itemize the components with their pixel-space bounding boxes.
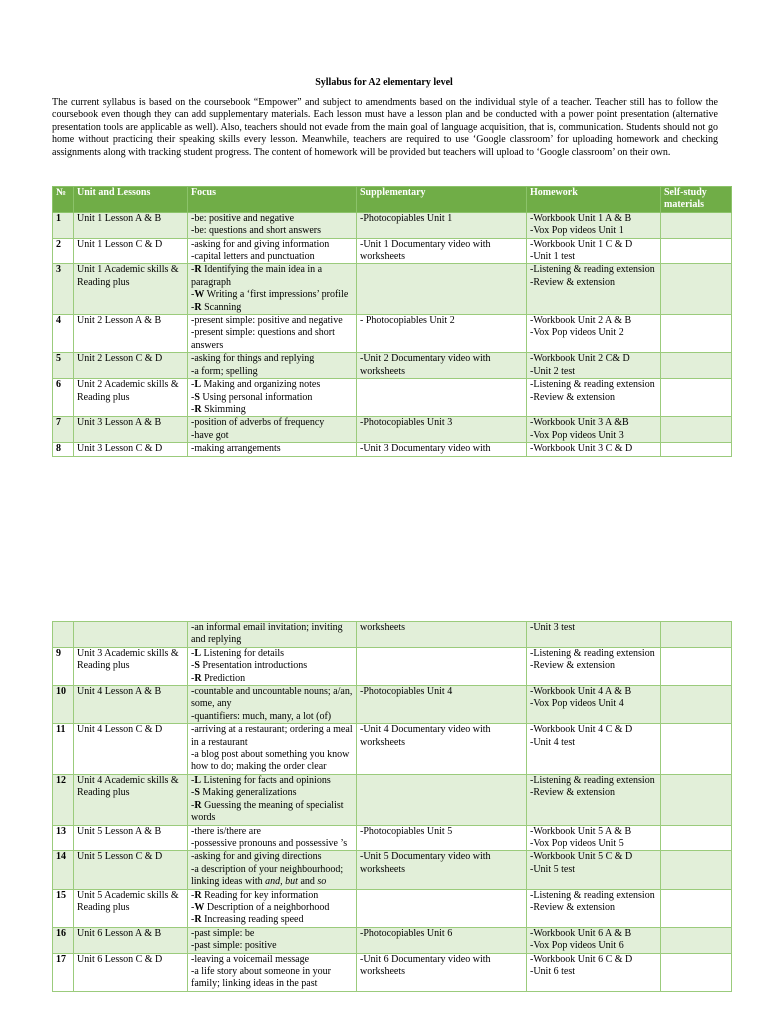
skill-letter: W [194,901,205,913]
focus-cell: -arriving at a restaurant; ordering a meal in a restaurant -a blog post about something you know how to do; making the order clear [188,724,357,775]
table-header-row [53,187,732,213]
self-study-cell [661,353,732,379]
self-study-cell [661,686,732,724]
syllabus-table-page-1 [52,186,732,457]
skill-text: Writing a ‘first impressions’ profile [204,289,349,301]
skill-text: Making and organizing notes [201,379,321,391]
header-unit: Unit and Lessons [74,187,188,213]
unit-cell: Unit 1 Lesson C & D [74,238,188,264]
homework-cell: -Listening & reading extension -Review & extension [527,889,661,927]
skill-text: Guessing the meaning of specialist words [191,799,344,824]
supplementary-cell [357,647,527,685]
skill-letter: S [194,660,200,672]
table-row [53,622,732,648]
row-number-cell: 3 [53,264,74,315]
skill-letter: L [194,379,202,391]
skill-letter: W [194,289,205,301]
table-row [53,724,732,775]
skill-text: Description of a neighborhood [204,901,330,913]
table-row [53,647,732,685]
skill-text: Identifying the main idea in a paragraph [191,264,323,288]
skill-letter: R [194,403,202,415]
skill-text: Increasing reading speed [201,914,304,926]
header-self-study: Self-study materials [661,187,732,213]
skill-text: Scanning [201,301,242,313]
skill-letter: R [194,672,202,684]
supplementary-cell: -Unit 2 Documentary video with worksheets [357,353,527,379]
homework-cell: -Workbook Unit 2 C& D -Unit 2 test [527,353,661,379]
focus-cell: -there is/there are -possessive pronouns and possessive ’s [188,825,357,851]
header-number: № [53,187,74,213]
homework-cell: -Workbook Unit 1 C & D -Unit 1 test [527,238,661,264]
row-number-cell: 6 [53,379,74,417]
row-number-cell: 7 [53,417,74,443]
focus-cell: -past simple: be -past simple: positive [188,927,357,953]
focus-cell [188,851,357,889]
skill-text: Presentation introductions [199,660,308,672]
homework-cell: -Workbook Unit 5 C & D -Unit 5 test [527,851,661,889]
focus-italic: so [317,876,327,888]
skill-letter: R [194,889,202,901]
homework-cell: -Listening & reading extension -Review & extension [527,774,661,825]
table-row [53,953,732,991]
self-study-cell [661,417,732,443]
skill-text: Listening for details [201,647,285,659]
supplementary-cell: -Photocopiables Unit 1 [357,212,527,238]
skill-text: Listening for facts and opinions [201,774,331,786]
self-study-cell [661,622,732,648]
focus-text: and [297,876,318,888]
table-row [53,686,732,724]
supplementary-cell: -Photocopiables Unit 6 [357,927,527,953]
table-row [53,417,732,443]
table-row [53,851,732,889]
focus-cell: -countable and uncountable nouns; a/an, some, any -quantifiers: much, many, a lot (of) [188,686,357,724]
row-number-cell: 15 [53,889,74,927]
skill-letter: L [194,774,202,786]
skill-text: Prediction [201,672,246,684]
skill-letter: S [194,787,200,799]
syllabus-table-page-2 [52,621,732,992]
self-study-cell [661,315,732,353]
unit-cell: Unit 4 Academic skills & Reading plus [74,774,188,825]
row-number-cell: 17 [53,953,74,991]
row-number-cell: 11 [53,724,74,775]
row-number-cell: 10 [53,686,74,724]
unit-cell: Unit 3 Academic skills & Reading plus [74,647,188,685]
self-study-cell [661,953,732,991]
table-row [53,212,732,238]
table-row [53,443,732,456]
focus-cell: -an informal email invitation; inviting and replying [188,622,357,648]
row-number-cell: 4 [53,315,74,353]
row-number-cell [53,622,74,648]
self-study-cell [661,889,732,927]
focus-cell: -L Listening for details -S Presentation introductions -R Prediction [188,647,357,685]
homework-cell: -Workbook Unit 2 A & B -Vox Pop videos Unit 2 [527,315,661,353]
supplementary-cell [357,774,527,825]
supplementary-cell: -Unit 1 Documentary video with worksheets [357,238,527,264]
supplementary-cell: -Unit 3 Documentary video with [357,443,527,456]
focus-cell: -L Making and organizing notes -S Using personal information -R Skimming [188,379,357,417]
homework-cell: -Unit 3 test [527,622,661,648]
table-row [53,774,732,825]
supplementary-cell: -Unit 6 Documentary video with worksheets [357,953,527,991]
homework-cell: -Workbook Unit 4 C & D -Unit 4 test [527,724,661,775]
focus-cell: -R Reading for key information -W Description of a neighborhood -R Increasing reading speed [188,889,357,927]
supplementary-cell: -Photocopiables Unit 3 [357,417,527,443]
focus-cell: -R Identifying the main idea in a paragraph -W Writing a ‘first impressions’ profile -R Scanning [188,264,357,315]
unit-cell: Unit 5 Lesson A & B [74,825,188,851]
homework-cell: -Workbook Unit 5 A & B -Vox Pop videos Unit 5 [527,825,661,851]
unit-cell: Unit 2 Lesson C & D [74,353,188,379]
unit-cell: Unit 3 Lesson A & B [74,417,188,443]
supplementary-cell [357,264,527,315]
skill-letter: R [194,799,202,811]
self-study-cell [661,851,732,889]
skill-letter: L [194,647,202,659]
unit-cell: Unit 6 Lesson C & D [74,953,188,991]
table-row [53,889,732,927]
unit-cell: Unit 3 Lesson C & D [74,443,188,456]
homework-cell: -Listening & reading extension -Review & extension [527,647,661,685]
self-study-cell [661,443,732,456]
header-focus: Focus [188,187,357,213]
homework-cell: -Workbook Unit 4 A & B -Vox Pop videos Unit 4 [527,686,661,724]
unit-cell: Unit 2 Academic skills & Reading plus [74,379,188,417]
intro-paragraph: The current syllabus is based on the coursebook “Empower” and subject to amendments based on the individual style of a teacher. Teacher still has to follow the coursebook even though they can add supplementary materials. Each lesson must have a lesson plan and be conducted with a power point presentation (alternative presentation tools are applicable as well). Also, teachers should not evade from the main goal of language acquisition, that is, communication. Students should not go home without practicing their speaking skills every lesson. Meanwhile, teachers are required to use ‘Google classroom’ for uploading homework and checking assignments along with tracking student progress. The content of homework will be provided but teachers will upload to ‘Google classroom’ on their own. [52,97,718,158]
self-study-cell [661,724,732,775]
table-row [53,825,732,851]
row-number-cell: 8 [53,443,74,456]
skill-letter: R [194,914,202,926]
row-number-cell: 5 [53,353,74,379]
focus-italic: and, but [265,876,298,888]
row-number-cell: 2 [53,238,74,264]
focus-text: -asking for and giving directions -a description of your neighbourhood; linking ideas with [191,851,344,888]
unit-cell: Unit 2 Lesson A & B [74,315,188,353]
skill-text: Making generalizations [199,787,297,799]
table-row [53,315,732,353]
row-number-cell: 13 [53,825,74,851]
table-row [53,353,732,379]
focus-cell: -asking for things and replying -a form; spelling [188,353,357,379]
page-title: Syllabus for A2 elementary level [315,77,453,88]
homework-cell: -Listening & reading extension -Review & extension [527,264,661,315]
unit-cell: Unit 1 Academic skills & Reading plus [74,264,188,315]
self-study-cell [661,927,732,953]
table-row [53,238,732,264]
row-number-cell: 9 [53,647,74,685]
self-study-cell [661,825,732,851]
supplementary-cell: worksheets [357,622,527,648]
supplementary-cell [357,379,527,417]
unit-cell: Unit 4 Lesson C & D [74,724,188,775]
table-row [53,264,732,315]
table-row [53,927,732,953]
header-supplementary: Supplementary [357,187,527,213]
header-homework: Homework [527,187,661,213]
row-number-cell: 1 [53,212,74,238]
supplementary-cell: -Unit 5 Documentary video with worksheets [357,851,527,889]
focus-cell: -position of adverbs of frequency -have got [188,417,357,443]
homework-cell: -Workbook Unit 6 A & B -Vox Pop videos Unit 6 [527,927,661,953]
skill-letter: S [194,391,200,403]
supplementary-cell: -Unit 4 Documentary video with worksheets [357,724,527,775]
table-row [53,379,732,417]
homework-cell: -Workbook Unit 1 A & B -Vox Pop videos Unit 1 [527,212,661,238]
skill-letter: R [194,264,202,276]
skill-text: Skimming [201,403,246,415]
self-study-cell [661,379,732,417]
homework-cell: -Workbook Unit 3 A &B -Vox Pop videos Unit 3 [527,417,661,443]
row-number-cell: 14 [53,851,74,889]
supplementary-cell [357,889,527,927]
unit-cell: Unit 1 Lesson A & B [74,212,188,238]
row-number-cell: 12 [53,774,74,825]
row-number-cell: 16 [53,927,74,953]
homework-cell: -Workbook Unit 6 C & D -Unit 6 test [527,953,661,991]
self-study-cell [661,212,732,238]
supplementary-cell: - Photocopiables Unit 2 [357,315,527,353]
self-study-cell [661,238,732,264]
skill-text: Reading for key information [201,889,319,901]
self-study-cell [661,774,732,825]
homework-cell: -Workbook Unit 3 C & D [527,443,661,456]
focus-cell: -making arrangements [188,443,357,456]
focus-cell: -present simple: positive and negative -present simple: questions and short answers [188,315,357,353]
skill-letter: R [194,301,202,313]
focus-cell: -L Listening for facts and opinions -S Making generalizations -R Guessing the meaning of specialist words [188,774,357,825]
skill-text: Using personal information [199,391,313,403]
supplementary-cell: -Photocopiables Unit 5 [357,825,527,851]
unit-cell: Unit 4 Lesson A & B [74,686,188,724]
unit-cell: Unit 6 Lesson A & B [74,927,188,953]
unit-cell [74,622,188,648]
homework-cell: -Listening & reading extension -Review & extension [527,379,661,417]
focus-cell: -leaving a voicemail message -a life story about someone in your family; linking ideas in the past [188,953,357,991]
supplementary-cell: -Photocopiables Unit 4 [357,686,527,724]
self-study-cell [661,264,732,315]
self-study-cell [661,647,732,685]
unit-cell: Unit 5 Academic skills & Reading plus [74,889,188,927]
focus-cell: -be: positive and negative -be: questions and short answers [188,212,357,238]
unit-cell: Unit 5 Lesson C & D [74,851,188,889]
focus-cell: -asking for and giving information -capital letters and punctuation [188,238,357,264]
